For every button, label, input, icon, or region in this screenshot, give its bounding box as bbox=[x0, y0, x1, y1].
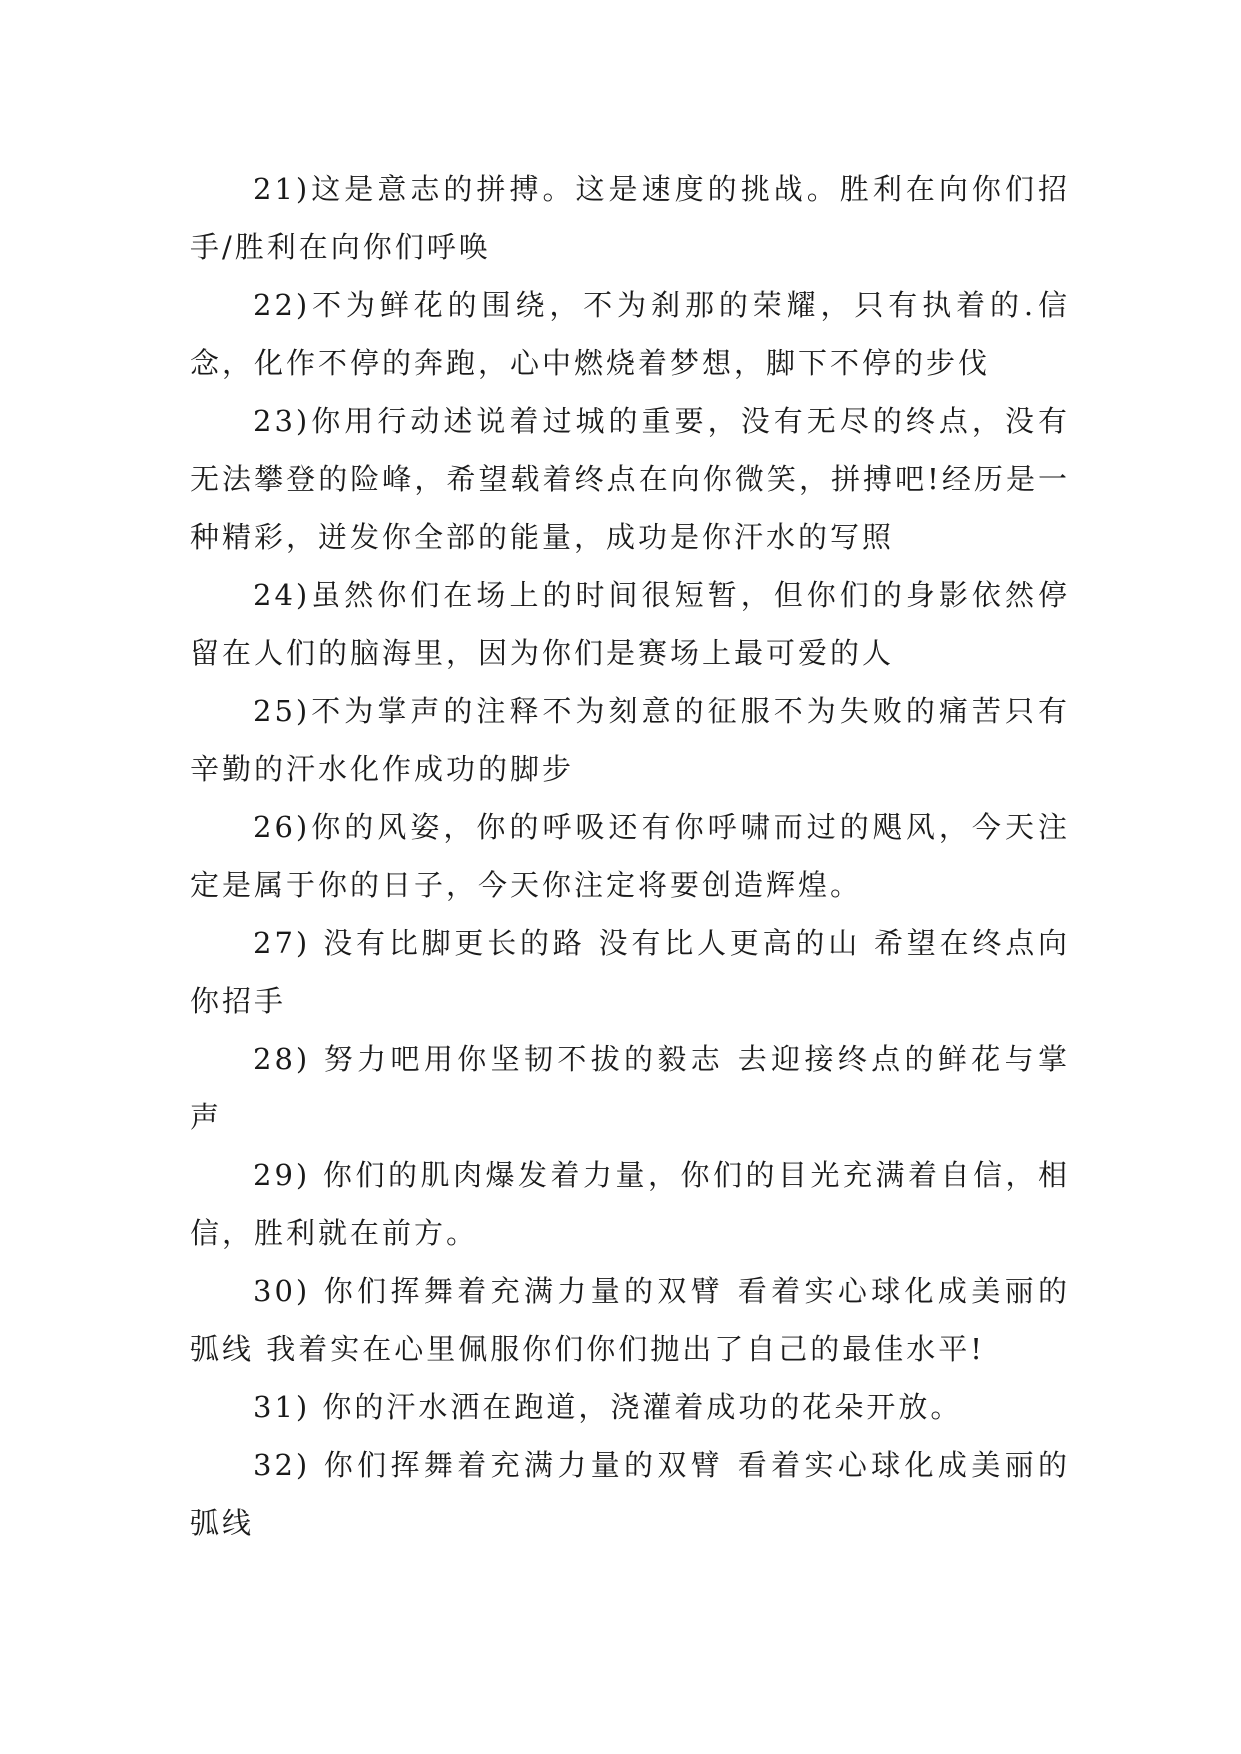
document-body bbox=[190, 160, 1070, 1552]
paragraph-25: 25)不为掌声的注释不为刻意的征服不为失败的痛苦只有辛勤的汗水化作成功的脚步 bbox=[190, 694, 1070, 786]
paragraph-29: 29) 你们的肌肉爆发着力量，你们的目光充满着自信，相信，胜利就在前方。 bbox=[190, 1158, 1070, 1250]
paragraph-32: 32) 你们挥舞着充满力量的双臂 看着实心球化成美丽的弧线 bbox=[190, 1448, 1070, 1540]
paragraph-28: 28) 努力吧用你坚韧不拔的毅志 去迎接终点的鲜花与掌声 bbox=[190, 1042, 1070, 1134]
paragraph-30: 30) 你们挥舞着充满力量的双臂 看着实心球化成美丽的弧线 我着实在心里佩服你们你们抛出了自己的最佳水平! bbox=[190, 1274, 1070, 1366]
paragraph-21: 21)这是意志的拼搏。这是速度的挑战。胜利在向你们招手/胜利在向你们呼唤 bbox=[190, 172, 1070, 264]
paragraph-23: 23)你用行动述说着过城的重要，没有无尽的终点，没有无法攀登的险峰，希望载着终点在向你微笑，拼搏吧!经历是一种精彩，迸发你全部的能量，成功是你汗水的写照 bbox=[190, 404, 1070, 554]
paragraph-31: 31) 你的汗水洒在跑道，浇灌着成功的花朵开放。 bbox=[253, 1390, 963, 1424]
paragraph-24: 24)虽然你们在场上的时间很短暂，但你们的身影依然停留在人们的脑海里，因为你们是赛场上最可爱的人 bbox=[190, 578, 1070, 670]
paragraph-26: 26)你的风姿，你的呼吸还有你呼啸而过的飓风，今天注定是属于你的日子，今天你注定将要创造辉煌。 bbox=[190, 810, 1070, 902]
paragraph-22: 22)不为鲜花的围绕，不为刹那的荣耀，只有执着的.信念，化作不停的奔跑，心中燃烧着梦想，脚下不停的步伐 bbox=[190, 288, 1070, 380]
paragraph-27: 27) 没有比脚更长的路 没有比人更高的山 希望在终点向你招手 bbox=[190, 926, 1070, 1018]
